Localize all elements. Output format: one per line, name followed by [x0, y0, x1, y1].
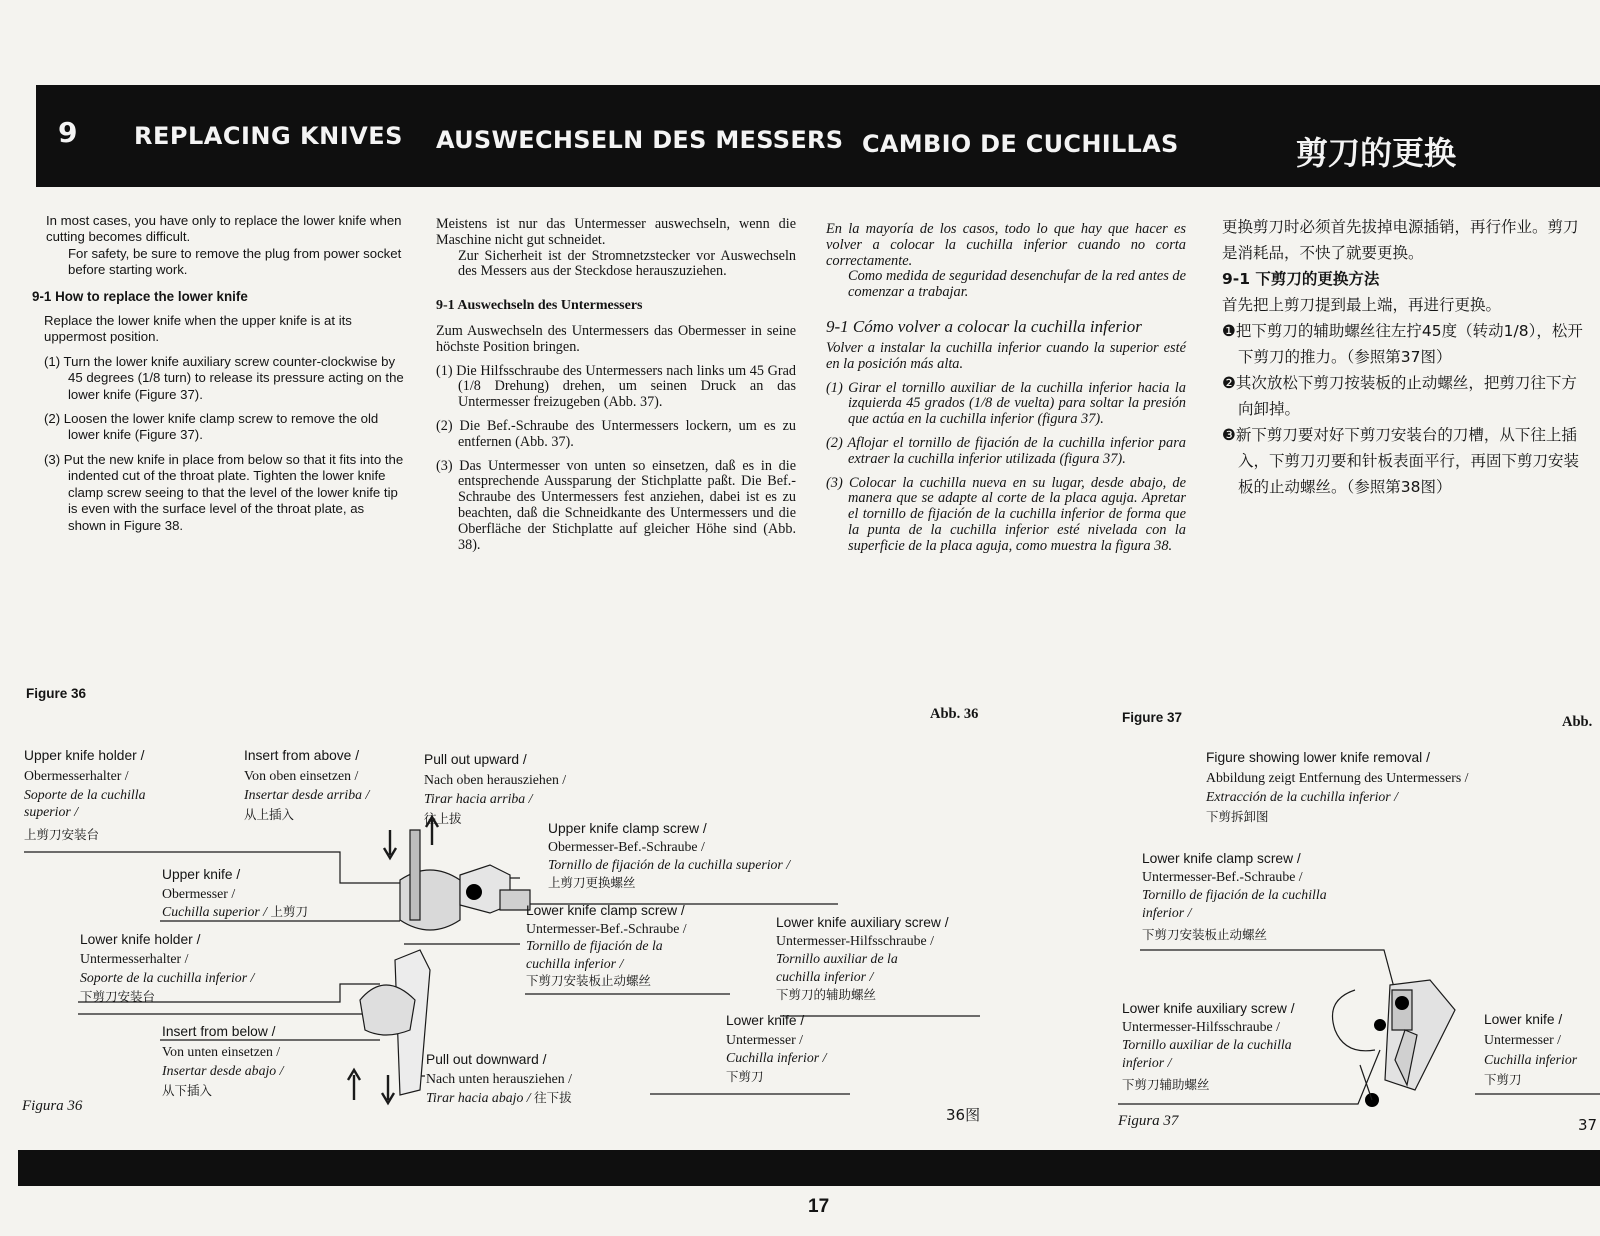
english-safety: For safety, be sure to remove the plug from power socket before starting work.: [68, 245, 402, 278]
spanish-replace-note: Volver a instalar la cuchilla inferior cuando la superior esté en la posición más alta.: [826, 339, 1186, 372]
page-number: 17: [808, 1196, 830, 1217]
english-step-2: (2) Loosen the lower knife clamp screw to remove the old lower knife (Figure 37).: [44, 411, 379, 443]
german-safety: Zur Sicherheit ist der Stromnetzstecker vor Auswechseln des Messers aus der Steckdose herauszuziehen.: [458, 247, 796, 280]
figure37-title-de: Abb.: [1562, 714, 1593, 730]
label-text: Von unten einsetzen /: [162, 1043, 281, 1059]
label-text: 下剪刀: [1484, 1072, 1522, 1087]
title-german: AUSWECHSELN DES MESSERS: [436, 126, 844, 154]
german-replace-note: Zum Auswechseln des Untermessers das Obermesser in seine höchste Position bringen.: [436, 322, 796, 355]
label-text: Soporte de la cuchilla inferior /: [80, 970, 255, 985]
label-text: Lower knife clamp screw /: [526, 903, 685, 918]
figure37-title-zh: 37: [1578, 1116, 1598, 1134]
chinese-section-heading: 9-1 下剪刀的更换方法: [1222, 270, 1380, 288]
label-text: Untermesser-Hilfsschraube /: [1122, 1019, 1280, 1034]
label-text: Lower knife clamp screw /: [1142, 851, 1301, 866]
label-text: Untermesser /: [1484, 1032, 1562, 1047]
fig37-label-lower-knife: [1484, 1010, 1577, 1090]
label-text: Untermesser-Bef.-Schraube /: [1142, 869, 1303, 884]
figure37-title-en: Figure 37: [1122, 710, 1183, 725]
label-text: Cuchilla inferior /: [726, 1050, 827, 1065]
chinese-step-1: ❶把下剪刀的辅助螺丝往左拧45度（转动1/8），松开下剪刀的推力。（参照第37图）: [1222, 322, 1583, 366]
label-text: 下剪刀安装板止动螺丝: [1142, 927, 1268, 942]
label-text: Pull out upward /: [424, 752, 527, 767]
label-text: inferior /: [1122, 1055, 1172, 1070]
label-text: Tirar hacia abajo /: [426, 1090, 531, 1105]
spanish-step-1: (1) Girar el tornillo auxiliar de la cuchilla inferior hacia la izquierda 45 grados (1/8 de vuelta) para soltar la presión que actúa en la cuchilla inferior (figura 37).: [826, 379, 1186, 428]
label-text: Obermesser-Bef.-Schraube /: [548, 839, 705, 854]
label-text: 下剪刀安装台: [80, 989, 156, 1004]
label-text: Abbildung zeigt Entfernung des Untermessers /: [1206, 769, 1469, 785]
spanish-safety: Como medida de seguridad desenchufar de la red antes de comenzar a trabajar.: [848, 268, 1186, 301]
title-english: REPLACING KNIVES: [134, 122, 403, 150]
label-text: 上剪刀: [270, 904, 308, 919]
spanish-section-heading: 9-1 Cómo volver a colocar la cuchilla inferior: [826, 316, 1142, 336]
german-step-2: (2) Die Bef.-Schraube des Untermessers lockern, um es zu entfernen (Abb. 37).: [436, 417, 796, 450]
english-intro: In most cases, you have only to replace the lower knife when cutting becomes difficult.: [46, 213, 402, 245]
label-text: Soporte de la cuchilla: [24, 787, 146, 802]
label-text: Tirar hacia arriba /: [424, 791, 533, 806]
figure36-title-de: Abb. 36: [930, 706, 979, 722]
figure36-title-zh: 36图: [946, 1106, 981, 1124]
label-text: Tornillo de fijación de la cuchilla: [1142, 887, 1327, 902]
label-text: 下剪刀辅助螺丝: [1122, 1077, 1210, 1092]
label-text: Untermesserhalter /: [80, 951, 189, 966]
title-spanish: CAMBIO DE CUCHILLAS: [862, 130, 1179, 158]
spanish-intro: En la mayoría de los casos, todo lo que hay que hacer es volver a colocar la cuchilla inferior cuando no corta correctamente.: [826, 221, 1186, 269]
label-text: Extracción de la cuchilla inferior /: [1206, 789, 1398, 804]
german-step-1: (1) Die Hilfsschraube des Untermessers nach links um 45 Grad (1/8 Drehung) drehen, um seinen Druck an das Untermesser freizugeben (Abb. 37).: [436, 362, 796, 411]
bottom-band: [18, 1150, 1600, 1186]
label-text: Nach unten herausziehen /: [426, 1071, 572, 1086]
chinese-replace-note: 首先把上剪刀提到最上端，再进行更换。: [1222, 296, 1502, 314]
german-step-3: (3) Das Untermesser von unten so einsetzen, daß es in die entsprechende Aussparung der Stichplatte paßt. Die Bef.-Schraube des Untermessers fest anziehen, dabei ist es zu beachten, daß die Schneidkante des Untermessers und die Oberfläche der Stichplatte auf gleicher Höhe sind (Abb. 38).: [436, 457, 796, 553]
label-text: Pull out downward /: [426, 1052, 547, 1067]
spanish-step-3: (3) Colocar la cuchilla nueva en su lugar, desde abajo, de manera que se adapte al corte de la placa aguja. Apretar el tornillo de fijación de la cuchilla inferior de forma que la punta de la cuchilla inferior esté nivelada con la superficie de la placa aguja, como muestra la figura 38.: [826, 474, 1186, 554]
english-step-1: (1) Turn the lower knife auxiliary screw counter-clockwise by 45 degrees (1/8 turn) to release its pressure acting on the lower knife (Figure 37).: [44, 353, 404, 402]
chinese-intro: 更换剪刀时必须首先拔掉电源插销，再行作业。剪刀是消耗品，不快了就要更换。: [1222, 218, 1579, 262]
german-intro: Meistens ist nur das Untermesser auswechseln, wenn die Maschine nicht gut schneidet.: [436, 216, 796, 248]
label-text: 下剪拆卸图: [1206, 808, 1269, 824]
label-text: Untermesser-Bef.-Schraube /: [526, 920, 687, 936]
label-text: Figure showing lower knife removal /: [1206, 750, 1430, 765]
english-step-3: (3) Put the new knife in place from below so that it fits into the indented cut of the throat plate. Tighten the lower knife clamp screw seeing to that the level of the lower knife tip is even with the surface level of the throat plate, as shown in Figure 38.: [44, 451, 404, 533]
figure36-title-es: Figura 36: [22, 1098, 83, 1114]
label-text: Insert from below /: [162, 1024, 276, 1039]
label-text: inferior /: [1142, 905, 1192, 920]
english-section-heading: 9-1 How to replace the lower knife: [32, 288, 248, 304]
section-number: 9: [58, 116, 78, 149]
label-text: cuchilla inferior /: [526, 955, 624, 971]
label-text: 上剪刀更换螺丝: [548, 875, 636, 890]
english-replace-note: Replace the lower knife when the upper knife is at its uppermost position.: [44, 313, 352, 345]
label-text: Untermesser /: [726, 1031, 804, 1047]
label-text: 下剪刀的辅助螺丝: [776, 987, 877, 1002]
german-section-heading: 9-1 Auswechseln des Untermessers: [436, 298, 643, 314]
label-text: Obermesser /: [162, 885, 236, 901]
label-text: 下剪刀: [726, 1068, 764, 1084]
label-text: Lower knife auxiliary screw /: [776, 915, 949, 930]
label-text: Cuchilla inferior: [1484, 1052, 1578, 1067]
label-text: Upper knife /: [162, 867, 241, 882]
label-text: Upper knife clamp screw /: [548, 821, 707, 836]
fig37-label-lower-knife-auxiliary-screw: [1122, 1000, 1295, 1094]
label-text: 往上拔: [424, 810, 462, 826]
label-text: Lower knife /: [726, 1013, 805, 1028]
label-text: Insertar desde arriba /: [244, 787, 370, 802]
chinese-step-2: ❷其次放松下剪刀按装板的止动螺丝，把剪刀往下方向卸掉。: [1222, 374, 1577, 418]
label-text: Tornillo de fijación de la cuchilla superior /: [548, 857, 791, 872]
label-text: 从下插入: [162, 1082, 213, 1098]
label-text: Nach oben herausziehen /: [424, 771, 567, 787]
label-text: 下剪刀安装板止动螺丝: [526, 973, 652, 988]
label-text: Lower knife /: [1484, 1012, 1563, 1027]
label-text: superior /: [24, 803, 79, 819]
label-text: Obermesserhalter /: [24, 767, 129, 783]
label-text: Lower knife auxiliary screw /: [1122, 1001, 1295, 1016]
label-text: Insertar desde abajo /: [162, 1063, 284, 1078]
fig37-label-lower-knife-clamp-screw: [1142, 850, 1327, 944]
label-text: Cuchilla superior /: [162, 904, 268, 919]
title-chinese: 剪刀的更换: [1296, 134, 1457, 172]
label-text: Upper knife holder /: [24, 748, 145, 763]
label-text: Tornillo de fijación de la: [526, 938, 663, 953]
label-text: Untermesser-Hilfsschraube /: [776, 933, 934, 948]
fig37-label-removal: [1206, 748, 1468, 826]
label-text: Von oben einsetzen /: [244, 767, 359, 783]
label-text: cuchilla inferior /: [776, 969, 874, 984]
figure36-title-en: Figure 36: [26, 686, 87, 701]
spanish-step-2: (2) Aflojar el tornillo de fijación de la cuchilla inferior para extraer la cuchilla inferior utilizada (figura 37).: [826, 434, 1186, 467]
chinese-step-3: ❸新下剪刀要对好下剪刀安装台的刀槽，从下往上插入，下剪刀刃要和针板表面平行，再固下剪刀安装板的止动螺丝。（参照第38图）: [1222, 426, 1580, 496]
label-text: Lower knife holder /: [80, 932, 201, 947]
label-text: 上剪刀安装台: [24, 827, 100, 842]
label-text: Tornillo auxiliar de la: [776, 951, 898, 966]
label-text: 往下拔: [534, 1090, 572, 1105]
label-text: Tornillo auxiliar de la cuchilla: [1122, 1037, 1292, 1052]
label-text: 从上插入: [244, 806, 295, 822]
figure37-title-es: Figura 37: [1118, 1113, 1179, 1129]
label-text: Insert from above /: [244, 748, 360, 763]
